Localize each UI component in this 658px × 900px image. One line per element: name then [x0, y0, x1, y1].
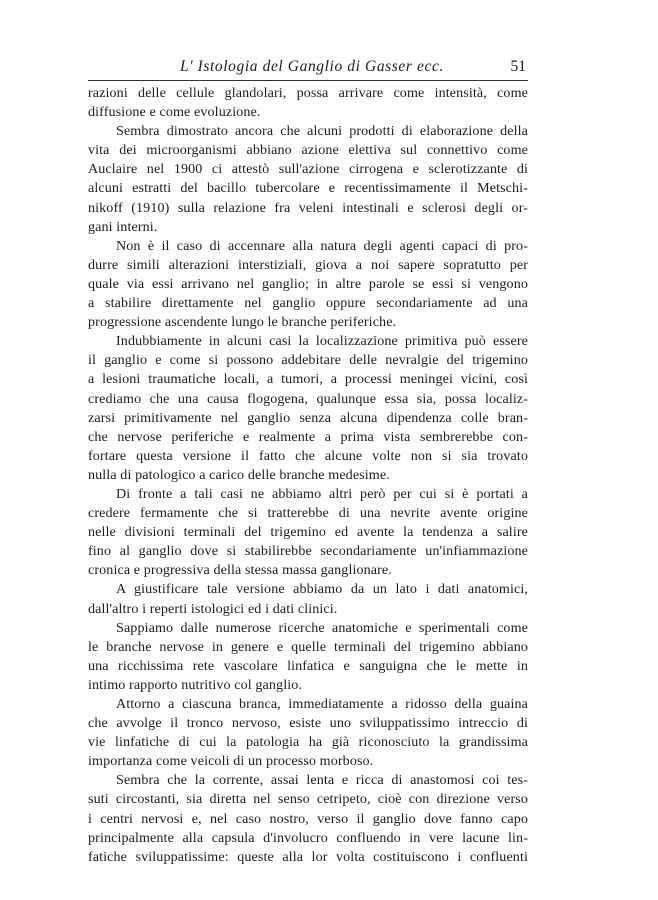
- text-line: Attorno a ciascuna branca, immediatamente a ridosso della guaina: [116, 696, 528, 712]
- text-line: Sappiamo dalle numerose ricerche anatomiche e sperimentali come: [116, 619, 528, 636]
- text-line: gani interni.: [88, 218, 158, 235]
- text-line: zarsi primitivamente nel ganglio senza alcuna dipendenza colle bran-: [88, 409, 528, 426]
- header-rule: [88, 80, 528, 81]
- text-line: vita dei microorganismi abbiano azione elettiva sul connettivo come: [88, 142, 528, 159]
- text-line: quale via essi arrivano nel ganglio; in altre parole se essi si vengono: [88, 275, 528, 292]
- text-line: vie linfatiche di cui la patologia ha già riconosciuto la grandissima: [88, 734, 528, 751]
- text-line: a stabilire direttamente nel ganglio oppure secondariamente ad una: [88, 295, 528, 312]
- text-line: fino al ganglio dove si stabilirebbe secondariamente un'infiammazione: [88, 543, 528, 560]
- text-line: dall'altro i reperti istologici ed i dati clinici.: [88, 600, 338, 617]
- text-line: Sembra che la corrente, assai lenta e ricca di anastomosi coi tes-: [116, 772, 528, 789]
- text-line: i centri nervosi e, nel caso nostro, verso il ganglio dove fanno capo: [88, 810, 528, 827]
- text-line: alcuni estratti del bacillo tubercolare e recentissimamente il Metschi-: [88, 180, 528, 197]
- text-line: crediamo che una causa flogogena, qualunque essa sia, possa localiz-: [88, 390, 528, 407]
- text-line: una ricchissima rete vascolare linfatica e sanguigna che le mette in: [88, 657, 528, 674]
- text-line: Indubbiamente in alcuni casi la localizzazione primitiva può essere: [116, 333, 528, 350]
- text-line: Non è il caso di accennare alla natura degli agenti capaci di pro-: [116, 237, 528, 254]
- text-line: le branche nervose in genere e quelle terminali del trigemino abbiano: [88, 638, 528, 655]
- text-line: durre simili alterazioni interstiziali, giova a noi sapere sopratutto per: [88, 256, 528, 273]
- text-line: progressione ascendente lungo le branche periferiche.: [88, 314, 397, 331]
- text-line: razioni delle cellule glandolari, possa arrivare come intensità, come: [88, 85, 528, 101]
- text-line: Di fronte a tali casi ne abbiamo altri però per cui si è portati a: [116, 485, 528, 502]
- text-line: fatiche sviluppatissime: queste alla lor volta costituiscono i confluenti: [88, 848, 528, 865]
- text-line: diffusione e come evoluzione.: [88, 104, 261, 121]
- text-line: Sembra dimostrato ancora che alcuni prodotti di elaborazione della: [116, 123, 528, 140]
- text-line: suti circostanti, sia diretta nel senso cetripeto, cioè con direzione verso: [88, 791, 528, 808]
- text-line: nulla di patologico a carico delle branche medesime.: [88, 466, 390, 483]
- page-number: 51: [510, 58, 526, 75]
- running-title: L' Istologia del Ganglio di Gasser ecc.: [180, 58, 444, 75]
- text-line: nelle divisioni terminali del trigemino ed avente la tendenza a salire: [88, 524, 528, 541]
- text-line: il ganglio e come si possono addebitare delle nevralgie del trigemino: [88, 352, 528, 369]
- text-line: che nervose periferiche e realmente a prima vista sembrerebbe con-: [88, 428, 528, 445]
- text-line: fortare questa versione il fatto che alcune volte non si sia trovato: [88, 447, 528, 464]
- text-line: credere fermamente che si tratterebbe di una nevrite avente origine: [88, 505, 528, 522]
- body-text: [88, 84, 528, 867]
- text-line: cronica e progressiva della stessa massa ganglionare.: [88, 562, 392, 579]
- text-line: che avvolge il tronco nervoso, esiste uno sviluppatissimo intreccio di: [88, 715, 528, 732]
- text-line: a lesioni traumatiche locali, a tumori, a processi meningei vicini, così: [88, 371, 528, 388]
- text-line: A giustificare tale versione abbiamo da un lato i dati anatomici,: [116, 581, 528, 598]
- text-line: nikoff (1910) sulla relazione fra veleni intestinali e sclerosi degli or-: [88, 199, 528, 216]
- text-line: principalmente alla capsula d'involucro confluendo in vere lacune lin-: [88, 829, 528, 846]
- text-line: Auclaire nel 1900 ci attestò sull'azione cirrogena e sclerotizzante di: [88, 161, 528, 178]
- text-line: intimo rapporto nutritivo col ganglio.: [88, 676, 303, 693]
- text-line: importanza come veicoli di un processo morboso.: [88, 753, 374, 770]
- page-header: [88, 58, 528, 80]
